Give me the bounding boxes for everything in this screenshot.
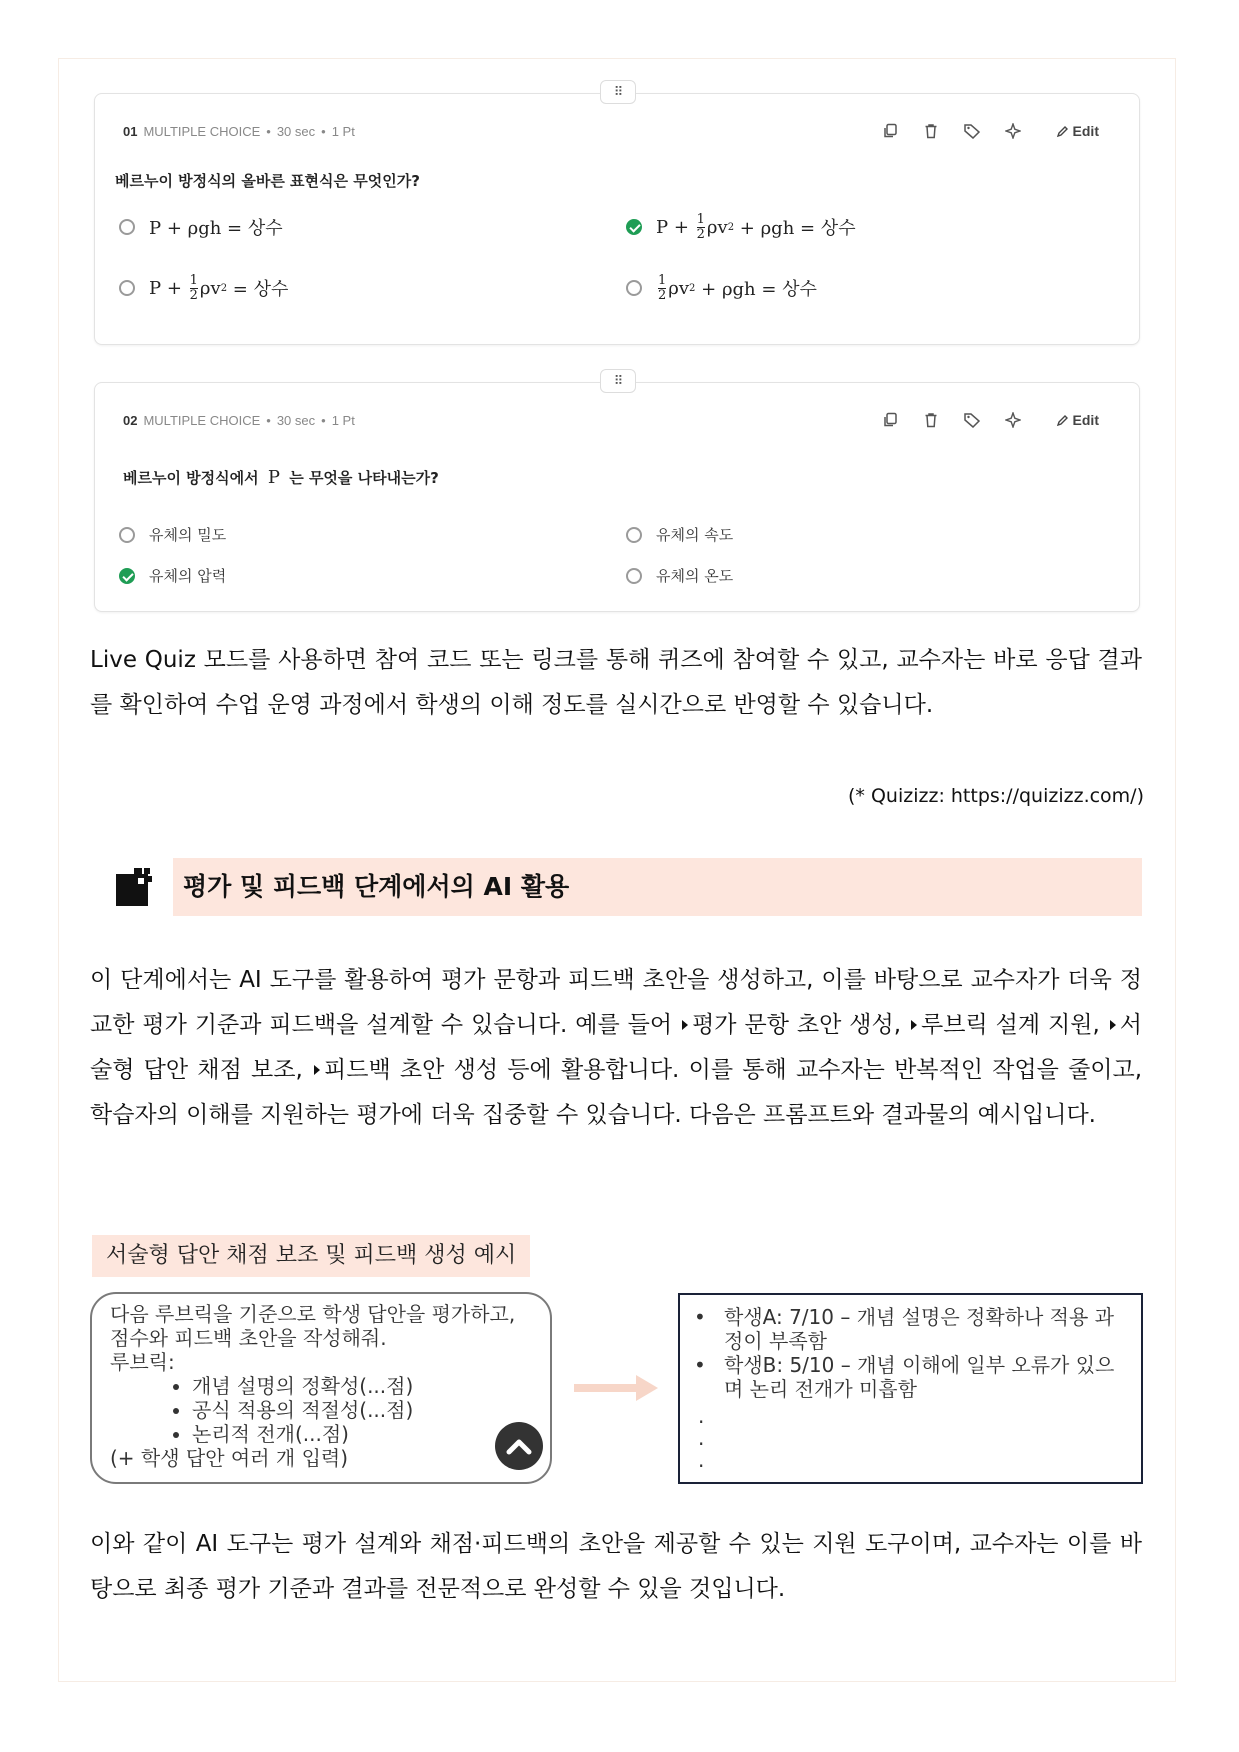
result-item: • 학생A: 7/10 – 개념 설명은 정확하나 적용 과정이 부족함 (694, 1305, 1114, 1353)
rubric-item: • 공식 적용의 적절성(...점) (192, 1398, 532, 1422)
option-3[interactable] (119, 274, 288, 302)
rubric-item: • 논리적 전개(...점) (192, 1422, 532, 1446)
option-label: 유체의 압력 (149, 567, 227, 585)
paragraph-outro: 등에 활용합니다. 이를 통해 교수자는 반복적인 작업을 줄이고, 학습자의 이해를 지원하는 평가에 더욱 집중할 수 있습니다. 다음은 프롬프트와 결과물의 예시입니다. (90, 1057, 1143, 1128)
document-icon (95, 858, 173, 916)
example-label: 서술형 답안 채점 보조 및 피드백 생성 예시 (92, 1235, 530, 1277)
option-4[interactable] (626, 565, 733, 586)
triangle-bullet-icon (1110, 1020, 1116, 1030)
prompt-box (90, 1292, 552, 1484)
triangle-bullet-icon (911, 1020, 917, 1030)
ellipsis-dot: . (698, 1426, 705, 1450)
edit-button[interactable] (1056, 123, 1099, 139)
source-note: (* Quizizz: https://quizizz.com/) (848, 785, 1144, 807)
copy-icon[interactable] (879, 409, 901, 431)
question-symbol: P (267, 467, 280, 488)
trash-icon[interactable] (920, 409, 942, 431)
question-points: 1 Pt (331, 124, 355, 139)
drag-handle-icon[interactable]: ⠿ (600, 369, 636, 393)
question-type: MULTIPLE CHOICE (143, 413, 261, 428)
section-heading (95, 858, 1142, 916)
drag-handle-icon[interactable]: ⠿ (600, 80, 636, 104)
question-meta: 01 MULTIPLE CHOICE • 30 sec • 1 Pt (123, 124, 355, 139)
radio-button[interactable] (119, 527, 135, 543)
edit-label: Edit (1072, 123, 1099, 139)
triangle-bullet-icon (682, 1020, 688, 1030)
question-number: 01 (123, 124, 138, 139)
option-label: 유체의 밀도 (149, 526, 227, 544)
edit-button[interactable] (1056, 412, 1099, 428)
trash-icon[interactable] (920, 120, 942, 142)
prompt-line: 다음 루브릭을 기준으로 학생 답안을 평가하고, (110, 1302, 516, 1326)
triangle-bullet-icon (314, 1065, 320, 1075)
chevron-up-icon (506, 1437, 532, 1455)
edit-label: Edit (1072, 412, 1099, 428)
conclusion-paragraph: 이와 같이 AI 도구는 평가 설계와 채점·피드백의 초안을 제공할 수 있는 지원 도구이며, 교수자는 이를 바탕으로 최종 평가 기준과 결과를 전문적으로 완성할 수 있을 것입니다. (90, 1531, 1142, 1602)
quiz-card-1 (94, 84, 1140, 345)
prompt-line: 루브릭: (110, 1350, 175, 1374)
usage-item: 평가 문항 초안 생성, (692, 1012, 902, 1038)
ellipsis-dot: . (698, 1448, 705, 1472)
usage-item: 서술형 답안 채점 보조, (90, 1012, 1143, 1083)
question-points: 1 Pt (331, 413, 355, 428)
question-text-pre: 베르누이 방정식에서 (123, 469, 259, 487)
option-formula: P + ρgh = 상수 (149, 218, 283, 239)
question-text: 베르누이 방정식의 올바른 표현식은 무엇인가? (115, 172, 420, 190)
pencil-icon (1056, 414, 1069, 427)
option-formula: $\frac{1}{2}$ ρv 2 + ρgh = 상수 (658, 273, 817, 303)
question-text-post: 는 무엇을 나타내는가? (289, 469, 439, 487)
ellipsis-dot: . (698, 1404, 705, 1428)
radio-button[interactable] (626, 280, 642, 296)
paragraph-intro: 이 단계에서는 AI 도구를 활용하여 평가 문항과 피드백 초안을 생성하고, 이를 바탕으로 교수자가 더욱 정교한 평가 기준과 피드백을 설계할 수 있습니다. 예를 들어 (90, 967, 1142, 1038)
tag-icon[interactable] (961, 409, 983, 431)
question-number: 02 (123, 413, 138, 428)
rubric-item: • 개념 설명의 정확성(...점) (192, 1374, 532, 1398)
sparkle-icon[interactable] (1002, 120, 1024, 142)
prompt-footer: (+ 학생 답안 여러 개 입력) (110, 1446, 349, 1470)
radio-checked-icon[interactable] (626, 219, 642, 235)
radio-button[interactable] (626, 527, 642, 543)
question-meta: 02 MULTIPLE CHOICE • 30 sec • 1 Pt (123, 413, 355, 428)
rubric-list (110, 1374, 532, 1446)
option-label: 유체의 온도 (656, 567, 734, 585)
question-time: 30 sec (276, 124, 316, 139)
section-title: 평가 및 피드백 단계에서의 AI 활용 (183, 872, 570, 901)
result-item: • 학생B: 5/10 – 개념 이해에 일부 오류가 있으며 논리 전개가 미흡함 (694, 1353, 1115, 1401)
radio-checked-icon[interactable] (119, 568, 135, 584)
prompt-line: 점수와 피드백 초안을 작성해줘. (110, 1326, 387, 1350)
usage-item: 루브릭 설계 지원, (921, 1012, 1100, 1038)
radio-button[interactable] (119, 219, 135, 235)
sparkle-icon[interactable] (1002, 409, 1024, 431)
radio-button[interactable] (626, 568, 642, 584)
option-1[interactable] (119, 524, 226, 545)
pencil-icon (1056, 125, 1069, 138)
question-text (123, 467, 439, 488)
scroll-top-button[interactable] (495, 1422, 543, 1470)
evaluation-paragraph (90, 958, 1142, 1138)
tag-icon[interactable] (961, 120, 983, 142)
question-type: MULTIPLE CHOICE (143, 124, 261, 139)
option-formula: P + $\frac{1}{2}$ ρv 2 = 상수 (149, 273, 289, 303)
copy-icon[interactable] (879, 120, 901, 142)
option-label: 유체의 속도 (656, 526, 734, 544)
live-quiz-paragraph: Live Quiz 모드를 사용하면 참여 코드 또는 링크를 통해 퀴즈에 참여할 수 있고, 교수자는 바로 응답 결과를 확인하여 수업 운영 과정에서 학생의 이해 정도를 실시간으로 반영할 수 있습니다. (90, 647, 1142, 718)
card-toolbar (860, 409, 1099, 431)
option-1[interactable] (119, 214, 283, 240)
option-2[interactable] (626, 524, 733, 545)
quiz-card-2 (94, 373, 1140, 612)
option-4[interactable] (626, 274, 817, 302)
result-box (678, 1293, 1143, 1484)
option-formula: P + $\frac{1}{2}$ ρv 2 + ρgh = 상수 (656, 212, 856, 242)
option-2[interactable] (626, 213, 856, 241)
arrow-right-icon (574, 1375, 658, 1401)
usage-item: 피드백 초안 생성 (324, 1057, 499, 1083)
card-toolbar (860, 120, 1099, 142)
question-time: 30 sec (276, 413, 316, 428)
option-3[interactable] (119, 565, 226, 586)
radio-button[interactable] (119, 280, 135, 296)
